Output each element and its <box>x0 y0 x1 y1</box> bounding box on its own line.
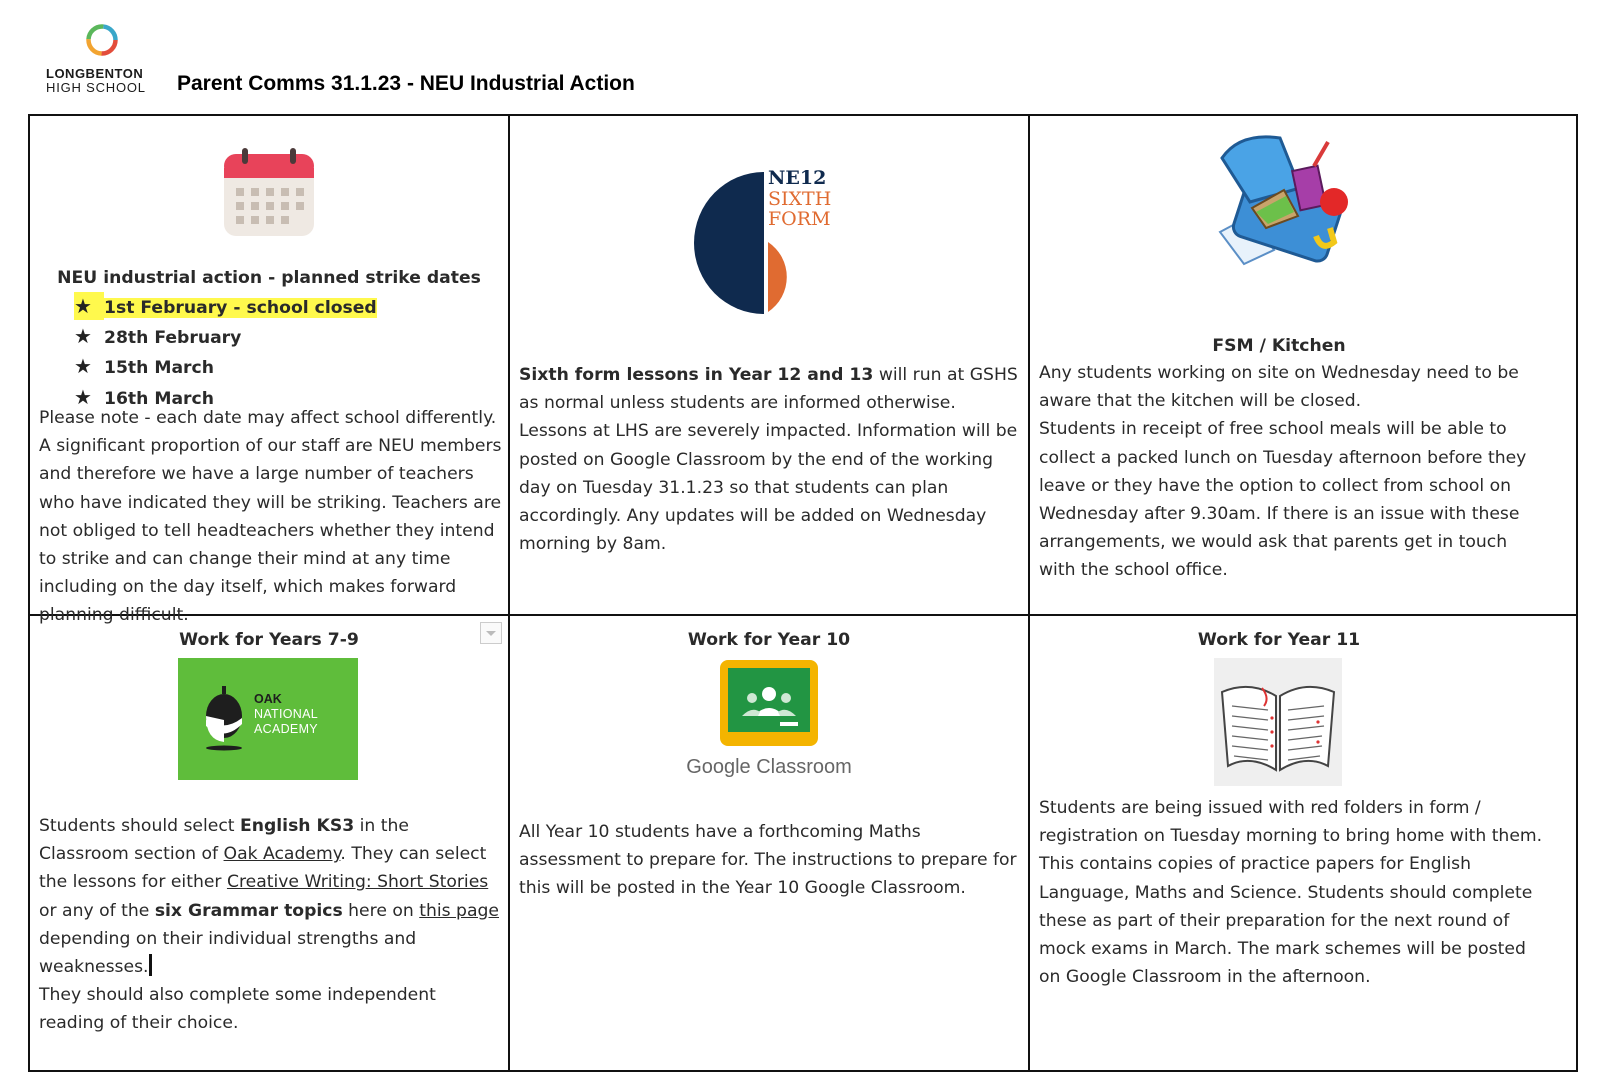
google-classroom-icon <box>720 660 818 746</box>
info-table <box>28 114 1578 1072</box>
chevron-down-icon <box>481 623 501 643</box>
sixth-logo-line2: SIXTH <box>768 188 832 210</box>
strike-heading: NEU industrial action - planned strike dates <box>57 268 481 288</box>
sixth-paragraph-2: Lessons at LHS are severely impacted. Information will be posted on Google Classroom by the end of the working day on Tuesday 31.1.23 so that students can plan accordingly. Any updates will be added on Wednesday morning by 8am. <box>519 421 1018 555</box>
school-name-line1: LONGBENTON <box>46 66 144 81</box>
star-icon: ★ <box>74 354 92 379</box>
fsm-paragraph-1: Any students working on site on Wednesday need to be aware that the kitchen will be closed. <box>1039 363 1519 412</box>
list-item: ★ 28th February <box>74 322 377 352</box>
cell-year-11 <box>1030 616 1578 1072</box>
text-cursor <box>149 954 152 976</box>
list-item: ★ 16th March <box>74 383 377 413</box>
google-classroom-label: Google Classroom <box>686 756 852 778</box>
open-book-icon <box>1214 658 1342 786</box>
cell-strike-dates <box>30 116 508 626</box>
cell-sixth-form <box>510 116 1028 614</box>
sixth-bold-lead: Sixth form lessons in Year 12 and 13 <box>519 365 874 385</box>
calendar-icon <box>222 146 316 240</box>
y79-paragraph-2: They should also complete some independent reading of their choice. <box>39 985 436 1034</box>
oak-academy-link[interactable]: Oak Academy <box>223 844 341 865</box>
lunchbox-icon <box>1210 128 1360 270</box>
sixth-logo-line3: FORM <box>768 208 831 230</box>
acorn-icon <box>202 686 246 752</box>
y10-text: All Year 10 students have a forthcoming Maths assessment to prepare for. The instructions to prepare for this will be posted in the Year 10 Google Classroom. <box>519 822 1017 899</box>
oak-academy-logo <box>178 658 358 780</box>
y79-text: Students should select English KS3 in the Classroom section of Oak Academy. They can select the lessons for either Creative Writing: Short Stories or any of the six Grammar topics here on this page depending on their individual strengths and weaknesses. They should also complete some independent reading of their choice. <box>39 816 499 1034</box>
cell-years-7-9 <box>30 616 508 1072</box>
fsm-heading: FSM / Kitchen <box>1212 336 1346 356</box>
document-title: Parent Comms 31.1.23 - NEU Industrial Action <box>177 72 635 95</box>
logo-ring-icon <box>84 22 120 58</box>
creative-writing-link[interactable]: Creative Writing: Short Stories <box>226 872 489 893</box>
strike-note: Please note - each date may affect school differently. A significant proportion of our staff are NEU members and therefore we have a large number of teachers who have indicated they will be striking. Teachers are not obliged to tell headteachers whether they intend to strike and can change their mind at any time including on the day itself, which makes forward planning difficult. <box>39 408 502 626</box>
cell-fsm-kitchen <box>1030 116 1578 614</box>
y11-heading: Work for Year 11 <box>1197 630 1361 650</box>
list-item: ★ 1st February - school closed <box>74 292 377 322</box>
strike-dates-list <box>74 292 377 413</box>
fsm-paragraph-2: Students in receipt of free school meals will be able to collect a packed lunch on Tuesday afternoon before they leave or they have the option to collect from school on Wednesday after 9.30am. If there is an issue with these arrangements, we would ask that parents get in touch with the school office. <box>1039 419 1527 581</box>
oak-logo-line2: NATIONAL <box>254 707 318 721</box>
sixth-text: Sixth form lessons in Year 12 and 13 will run at GSHS as normal unless students are informed otherwise. Lessons at LHS are severely impacted. Information will be posted on Google Classroom by the end of the working day on Tuesday 31.1.23 so that students can plan accordingly. Any updates will be added on Wednesday morning by 8am. <box>519 365 1018 555</box>
y79-heading: Work for Years 7-9 <box>179 630 359 650</box>
oak-logo-line1: OAK <box>254 692 282 706</box>
star-icon: ★ <box>74 384 92 409</box>
cell-year-10 <box>510 616 1028 1072</box>
y11-text: Students are being issued with red folders in form / registration on Tuesday morning to bring home with them. This contains copies of practice papers for English Language, Maths and Science. Students should complete these as part of their preparation for the next round of mock exams in March. The mark schemes will be posted on Google Classroom in the afternoon. <box>1039 798 1543 988</box>
fsm-text <box>1039 359 1539 585</box>
star-icon: ★ <box>74 324 92 349</box>
school-name-line2: HIGH SCHOOL <box>46 80 146 95</box>
y10-heading: Work for Year 10 <box>687 630 851 650</box>
dropdown-toggle[interactable] <box>480 622 502 644</box>
oak-logo-line3: ACADEMY <box>254 722 318 736</box>
sixth-logo-line1: NE12 <box>768 167 827 189</box>
this-page-link[interactable]: this page <box>419 900 499 921</box>
list-item: ★ 15th March <box>74 352 377 382</box>
star-icon: ★ <box>74 292 104 320</box>
